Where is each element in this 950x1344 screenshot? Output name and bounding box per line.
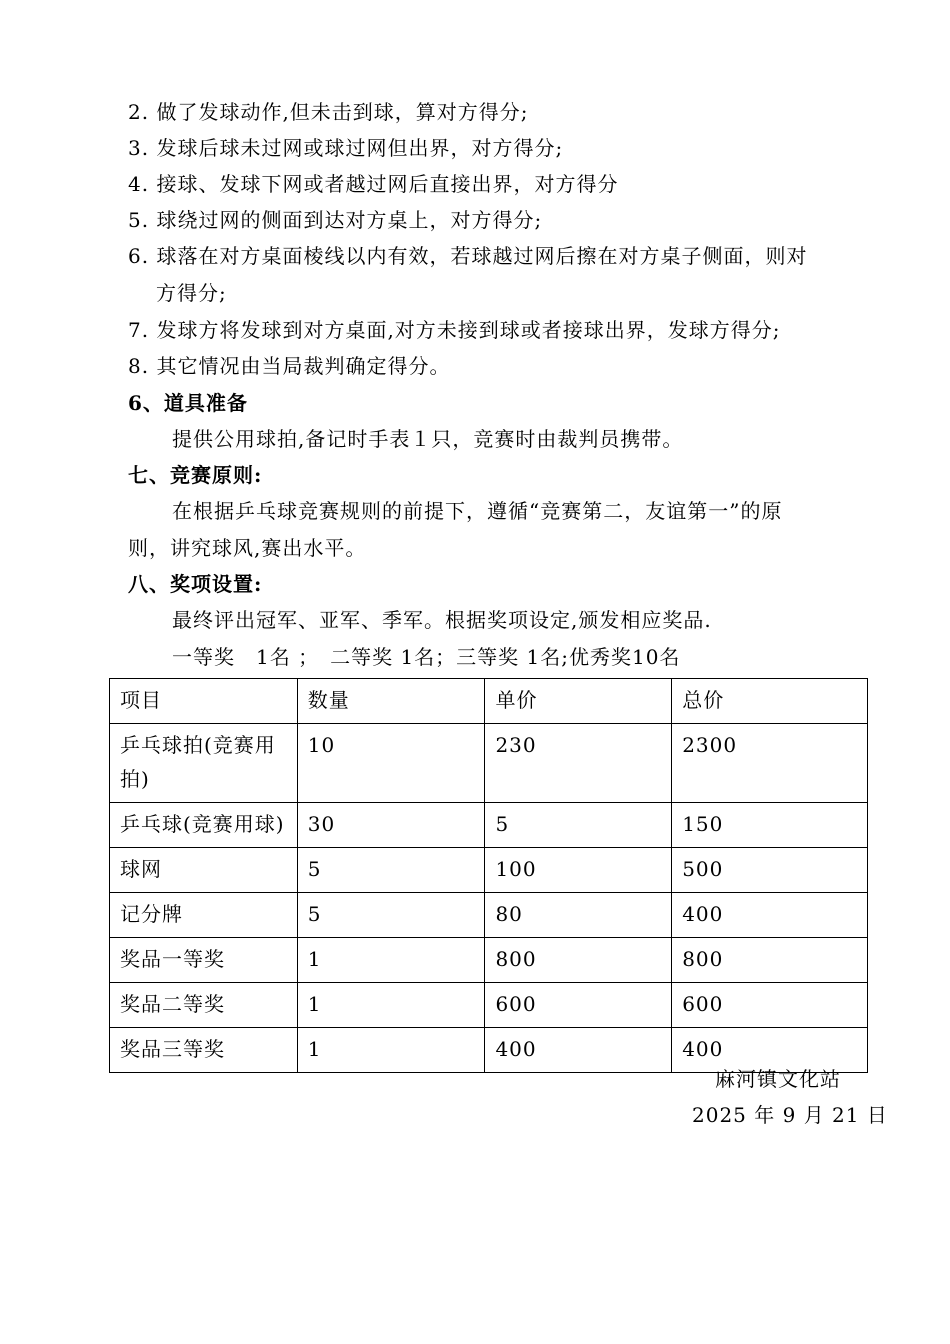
rule-item-5: 5. 球绕过网的侧面到达对方桌上，对方得分; (128, 208, 543, 232)
table-header-cell: 数量 (297, 679, 485, 724)
table-cell: 奖品二等奖 (110, 983, 298, 1028)
budget-table (109, 678, 868, 1073)
table-row (110, 803, 868, 848)
table-cell: 400 (485, 1028, 672, 1073)
table-cell: 1 (297, 938, 485, 983)
table-cell: 30 (297, 803, 485, 848)
table-cell: 5 (485, 803, 672, 848)
award-counts-line: 一等奖 1名 ； 二等奖 1名；三等奖 1名;优秀奖10名 (172, 645, 681, 669)
table-cell: 奖品三等奖 (110, 1028, 298, 1073)
table-cell: 乒乓球(竞赛用球) (110, 803, 298, 848)
table-row (110, 848, 868, 893)
section-8-heading: 八、奖项设置: (128, 572, 263, 596)
table-header-row (110, 679, 868, 724)
section-7-text-line1: 在根据乒乓球竞赛规则的前提下，遵循“竞赛第二，友谊第一”的原 (172, 499, 783, 523)
rule-item-6: 6. 球落在对方桌面棱线以内有效，若球越过网后擦在对方桌子侧面，则对 (128, 244, 808, 268)
table-cell: 100 (485, 848, 672, 893)
section-8-text-line1: 最终评出冠军、亚军、季军。根据奖项设定,颁发相应奖品. (172, 608, 712, 632)
table-header-cell: 总价 (672, 679, 868, 724)
table-cell: 400 (672, 1028, 868, 1073)
table-header-cell: 项目 (110, 679, 298, 724)
table-cell: 乒乓球拍(竞赛用拍) (110, 724, 298, 803)
rule-item-3: 3. 发球后球未过网或球过网但出界，对方得分; (128, 136, 564, 160)
table-cell: 230 (485, 724, 672, 803)
table-cell: 10 (297, 724, 485, 803)
table-row (110, 938, 868, 983)
section-6-heading: 6、道具准备 (128, 391, 248, 415)
table-cell: 1 (297, 983, 485, 1028)
rule-item-6-continued: 方得分; (156, 281, 227, 305)
table-cell: 记分牌 (110, 893, 298, 938)
table-cell: 球网 (110, 848, 298, 893)
table-cell: 600 (485, 983, 672, 1028)
table-cell: 奖品一等奖 (110, 938, 298, 983)
table-cell: 800 (485, 938, 672, 983)
table-row (110, 893, 868, 938)
table-cell: 600 (672, 983, 868, 1028)
table-cell: 800 (672, 938, 868, 983)
table-cell: 400 (672, 893, 868, 938)
table-row (110, 983, 868, 1028)
table-cell: 2300 (672, 724, 868, 803)
section-7-text-line2: 则，讲究球风,赛出水平。 (128, 536, 367, 560)
table-cell: 80 (485, 893, 672, 938)
table-cell: 5 (297, 893, 485, 938)
table-header-cell: 单价 (485, 679, 672, 724)
table-cell: 5 (297, 848, 485, 893)
section-6-text: 提供公用球拍,备记时手表１只，竞赛时由裁判员携带。 (172, 427, 684, 451)
signature-date: 2025 年 9 月 21 日 (692, 1103, 888, 1127)
signature-organization: 麻河镇文化站 (715, 1067, 841, 1091)
rule-item-2: 2. 做了发球动作,但未击到球，算对方得分; (128, 100, 529, 124)
section-7-heading: 七、竞赛原则: (128, 463, 263, 487)
rule-item-8: 8. 其它情况由当局裁判确定得分。 (128, 354, 451, 378)
table-cell: 1 (297, 1028, 485, 1073)
table-row (110, 724, 868, 803)
table-cell: 500 (672, 848, 868, 893)
rule-item-4: 4. 接球、发球下网或者越过网后直接出界，对方得分 (128, 172, 619, 196)
rule-item-7: 7. 发球方将发球到对方桌面,对方未接到球或者接球出界，发球方得分; (128, 318, 781, 342)
table-cell: 150 (672, 803, 868, 848)
